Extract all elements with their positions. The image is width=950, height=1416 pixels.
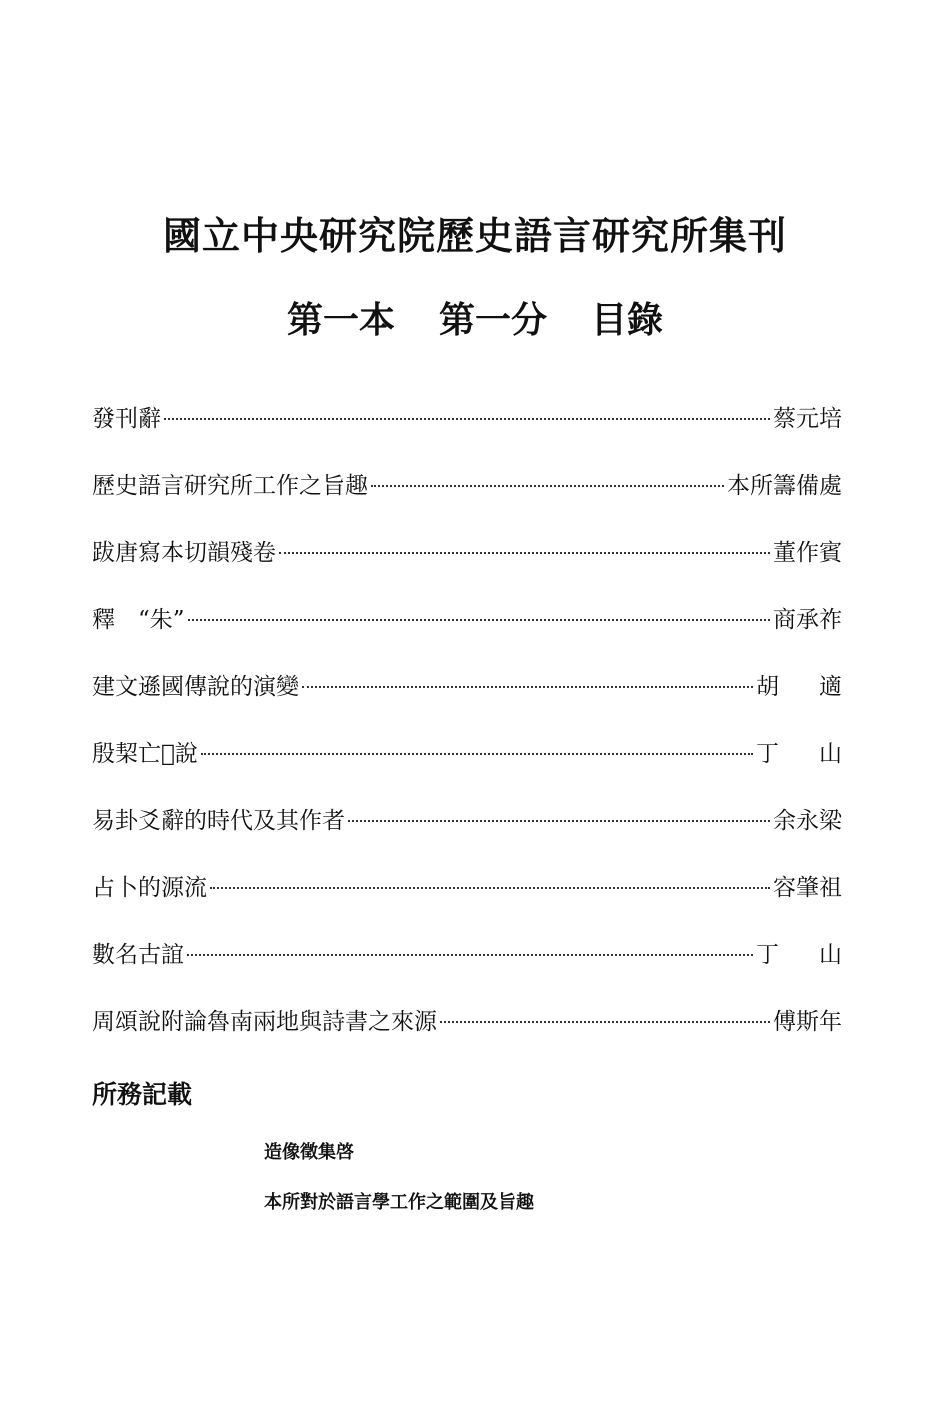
toc-entry bbox=[92, 802, 842, 869]
toc-entry bbox=[92, 668, 882, 735]
toc-entry-author: 蔡元培 bbox=[773, 406, 842, 432]
issue-line bbox=[0, 292, 950, 343]
toc-entry bbox=[92, 735, 882, 802]
toc-entry-author: 余永梁 bbox=[773, 808, 842, 834]
dot-leader bbox=[302, 686, 753, 688]
toc-entry-author: 胡適 bbox=[756, 674, 882, 700]
dot-leader bbox=[371, 485, 724, 487]
toc-entry-title: 建文遜國傳說的演變 bbox=[92, 674, 299, 700]
office-affairs-item: 本所對於語言學工作之範圍及旨趣 bbox=[264, 1192, 534, 1213]
dot-leader bbox=[348, 820, 770, 822]
dot-leader bbox=[188, 619, 770, 621]
toc-entry bbox=[92, 400, 842, 467]
toc-entry bbox=[92, 1003, 842, 1070]
toc-entry-author: 本所籌備處 bbox=[727, 473, 842, 499]
toc-entry-author: 傅斯年 bbox=[773, 1009, 842, 1035]
toc-entry bbox=[92, 467, 842, 534]
dot-leader bbox=[201, 753, 753, 755]
volume-label: 第一本 bbox=[286, 299, 395, 341]
toc-entry-author: 容肇祖 bbox=[773, 875, 842, 901]
dot-leader bbox=[164, 418, 770, 420]
toc-entry bbox=[92, 869, 842, 936]
dot-leader bbox=[279, 552, 770, 554]
toc-entry-title: 釋 “朱” bbox=[92, 607, 185, 633]
toc-entry-title: 殷栔亡𠃨說 bbox=[92, 741, 198, 767]
journal-title: 國立中央研究院歷史語言研究所集刊 bbox=[162, 213, 787, 258]
dot-leader bbox=[187, 954, 753, 956]
toc-entry-title: 易卦爻辭的時代及其作者 bbox=[92, 808, 345, 834]
table-of-contents bbox=[92, 400, 882, 1070]
contents-label: 目錄 bbox=[591, 299, 664, 341]
toc-entry-title: 占卜的源流 bbox=[92, 875, 207, 901]
toc-entry-title: 周頌說附論魯南兩地與詩書之來源 bbox=[92, 1009, 437, 1035]
toc-entry-title: 跋唐寫本切韻殘卷 bbox=[92, 540, 276, 566]
office-affairs-heading: 所務記載 bbox=[92, 1080, 193, 1109]
dot-leader bbox=[440, 1021, 770, 1023]
toc-entry-title: 歷史語言研究所工作之旨趣 bbox=[92, 473, 368, 499]
toc-entry bbox=[92, 534, 842, 601]
dot-leader bbox=[210, 887, 770, 889]
part-label: 第一分 bbox=[438, 299, 547, 341]
toc-entry bbox=[92, 601, 842, 668]
toc-entry-title: 數名古誼 bbox=[92, 942, 184, 968]
toc-entry-author: 商承祚 bbox=[773, 607, 842, 633]
toc-entry-author: 丁山 bbox=[756, 942, 882, 968]
toc-entry-author: 董作賓 bbox=[773, 540, 842, 566]
toc-entry-author: 丁山 bbox=[756, 741, 882, 767]
toc-entry-title: 發刊辭 bbox=[92, 406, 161, 432]
toc-entry bbox=[92, 936, 882, 1003]
office-affairs-item: 造像徵集啓 bbox=[264, 1142, 354, 1163]
